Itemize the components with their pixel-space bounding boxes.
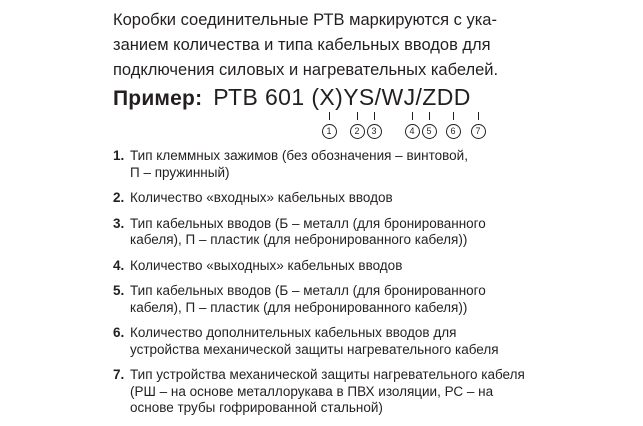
list-item-index: 7.	[113, 367, 125, 382]
list-item	[113, 216, 613, 249]
example-row	[113, 84, 471, 111]
numbered-list	[113, 148, 613, 426]
marker-2: 2	[348, 112, 366, 139]
example-label: Пример:	[113, 87, 203, 110]
marker-6: 6	[444, 112, 462, 139]
list-item-text: Количество «выходных» кабельных вводов	[130, 257, 403, 273]
intro-line-1: Коробки соединительные РТВ маркируются с ука-	[113, 11, 497, 29]
list-item	[113, 190, 613, 207]
intro-line-3: подключения силовых и нагревательных кабелей.	[113, 61, 499, 79]
list-item-index: 2.	[113, 190, 125, 205]
marker-4: 4	[403, 112, 421, 139]
marker-callouts	[320, 112, 485, 140]
intro-paragraph	[113, 8, 606, 83]
list-item-index: 6.	[113, 325, 125, 340]
list-item	[113, 283, 613, 316]
marker-1: 1	[320, 112, 338, 139]
tick-line-icon	[478, 112, 479, 120]
marker-3: 3	[365, 112, 383, 139]
example-code: РТВ 601 (Х)YS/WJ/ZDD	[213, 84, 471, 110]
list-item-index: 5.	[113, 283, 125, 298]
marker-7: 7	[469, 112, 487, 139]
tick-line-icon	[412, 112, 413, 120]
tick-line-icon	[357, 112, 358, 120]
list-item-index: 1.	[113, 148, 125, 163]
intro-line-2: занием количества и типа кабельных вводов для	[113, 36, 491, 54]
list-item	[113, 367, 613, 417]
list-item	[113, 258, 613, 275]
list-item-text: Количество «входных» кабельных вводов	[130, 190, 393, 205]
list-item-index: 4.	[113, 257, 125, 273]
list-item	[113, 148, 613, 181]
list-item-text: Количество дополнительных кабельных вводов для устройства механической защиты нагревательного кабеля	[130, 325, 499, 357]
tick-line-icon	[329, 112, 330, 120]
list-item-text: Тип кабельных вводов (Б – металл (для бронированного кабеля), П – пластик (для небронированного кабеля))	[130, 215, 486, 247]
list-item	[113, 325, 613, 358]
list-item-text: Тип устройства механической защиты нагревательного кабеля (РШ – на основе металлорукава в ПВХ изоляции, РС – на основе трубы гофрированной стальной)	[130, 367, 525, 415]
list-item-text: Тип клеммных зажимов (без обозначения – винтовой, П – пружинный)	[130, 148, 468, 180]
tick-line-icon	[374, 112, 375, 120]
list-item-text: Тип кабельных вводов (Б – металл (для бронированного кабеля), П – пластик (для небронированного кабеля))	[130, 283, 486, 315]
tick-line-icon	[429, 112, 430, 120]
marker-5: 5	[420, 112, 438, 139]
tick-line-icon	[453, 112, 454, 120]
list-item-index: 3.	[113, 215, 125, 231]
